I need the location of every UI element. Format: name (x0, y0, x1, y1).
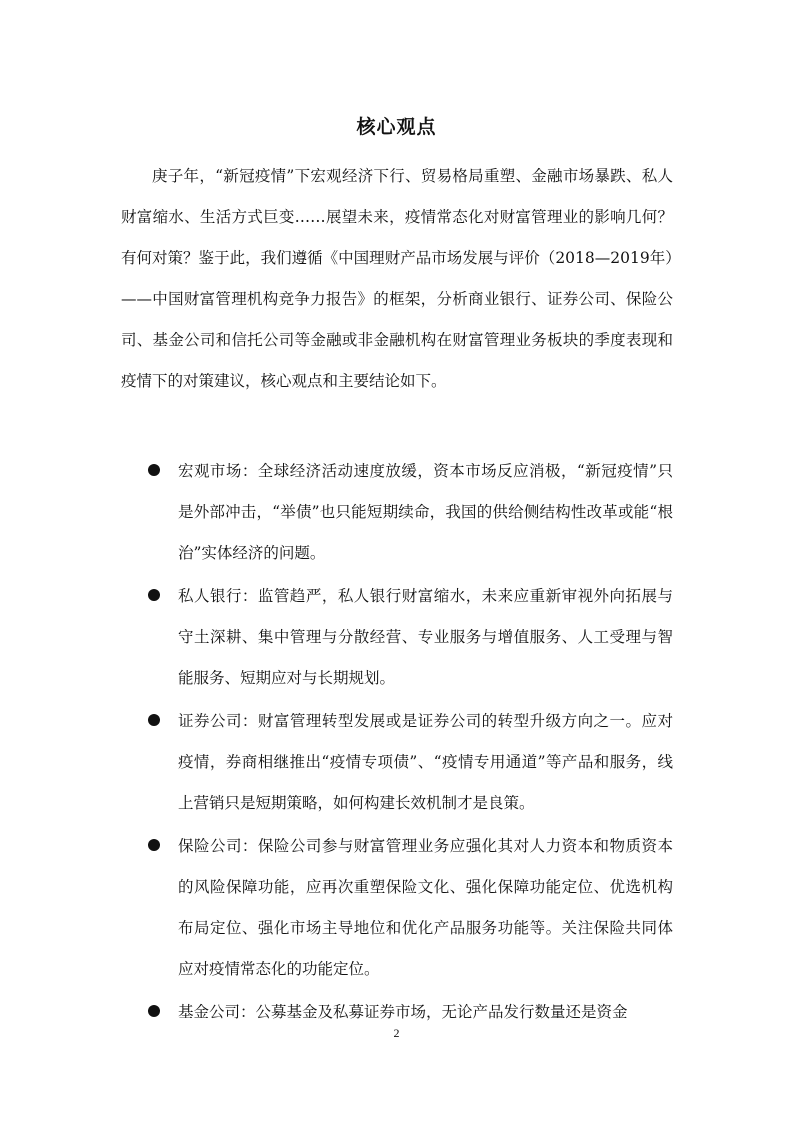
list-item (148, 576, 673, 699)
bullet-icon (148, 839, 160, 851)
list-item (148, 701, 673, 824)
intro-paragraph: 庚子年，“新冠疫情”下宏观经济下行、贸易格局重塑、金融市场暴跌、私人财富缩水、生活方式巨变……展望未来，疫情常态化对财富管理业的影响几何？有何对策？鉴于此，我们遵循《中国理财产品市场发展与评价（2018—2019年）——中国财富管理机构竞争力报告》的框架，分析商业银行、证券公司、保险公司、基金公司和信托公司等金融或非金融机构在财富管理业务板块的季度表现和疫情下的对策建议，核心观点和主要结论如下。 (121, 167, 673, 390)
list-item-text: 保险公司：保险公司参与财富管理业务应强化其对人力资本和物质资本的风险保障功能，应再次重塑保险文化、强化保障功能定位、优选机构布局定位、强化市场主导地位和优化产品服务功能等。关注保险共同体应对疫情常态化的功能定位。 (178, 837, 673, 978)
bullet-list (148, 451, 673, 1035)
list-item-text: 宏观市场：全球经济活动速度放缓，资本市场反应消极，“新冠疫情”只是外部冲击，“举债”也只能短期续命，我国的供给侧结构性改革或能“根治”实体经济的问题。 (178, 462, 673, 562)
list-item (148, 451, 673, 574)
bullet-icon (148, 714, 160, 726)
bullet-icon (148, 589, 160, 601)
list-item-text: 证券公司：财富管理转型发展或是证券公司的转型升级方向之一。应对疫情，券商相继推出“疫情专项债”、“疫情专用通道”等产品和服务，线上营销只是短期策略，如何构建长效机制才是良策。 (178, 712, 673, 812)
list-item (148, 826, 673, 990)
bullet-icon (148, 464, 160, 476)
list-item-text: 私人银行：监管趋严，私人银行财富缩水，未来应重新审视外向拓展与守土深耕、集中管理与分散经营、专业服务与增值服务、人工受理与智能服务、短期应对与长期规划。 (178, 587, 673, 687)
bullet-icon (148, 1005, 160, 1017)
list-item-text: 基金公司：公募基金及私募证券市场，无论产品发行数量还是资金 (178, 1003, 628, 1021)
page-title: 核心观点 (356, 116, 437, 138)
page-number: 2 (393, 1026, 400, 1040)
